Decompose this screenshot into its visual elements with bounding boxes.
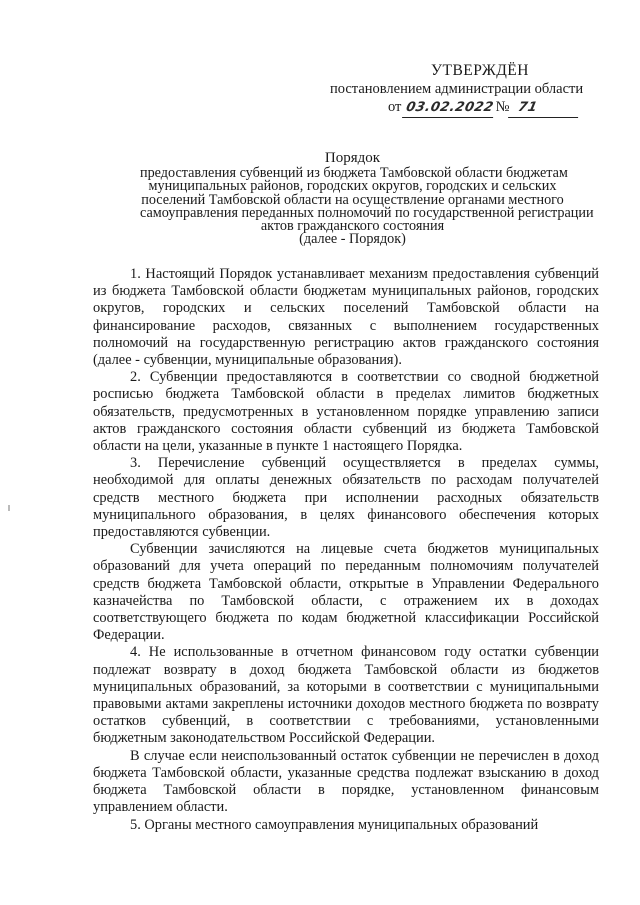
approval-stamp — [330, 62, 600, 118]
paragraph-3-subsidies: Субвенции зачисляются на лицевые счета бюджетов муниципальных образований для учета операций по переданным полномочиям получателей средств бюджета Тамбовской области, открытые в Управлении Федерального казначейства по Тамбовской области, с отражением их в доходах соответствующего бюджета по кодам бюджетной классификации Российской Федерации. — [93, 541, 599, 644]
scan-edge-mark — [8, 505, 10, 511]
header-line: самоуправления переданных полномочий по государственной регистрации — [140, 204, 594, 221]
date-prefix: от — [388, 99, 402, 115]
header-line: муниципальных районов, городских округов, городских и сельских — [148, 178, 557, 195]
paragraph-3: 3. Перечисление субвенций осуществляется в пределах суммы, необходимой для оплаты денежных обязательств по расходам получателей средств местного бюджета при исполнении расходных обязательств муниципального образования, в целях финансового обеспечения которых предоставляются субвенции. — [93, 455, 599, 541]
approval-decree: постановлением администрации области — [330, 81, 584, 97]
document-body — [93, 266, 599, 834]
approval-dateline — [388, 98, 600, 118]
paragraph-4: 4. Не использованные в отчетном финансовом году остатки субвенции подлежат возврату в доход бюджета Тамбовской области из бюджетов муниципальных образований, за которыми в соответствии с муниципальными правовыми актами закреплены источники доходов местного бюджета по возврату остатков субвенций, в соответствии с требованиями, установленными бюджетным законодательством Российской Федерации. — [93, 644, 599, 747]
header-line: поселений Тамбовской области на осуществление органами местного — [141, 191, 564, 208]
handwritten-number: 71 — [507, 99, 581, 118]
header-line: актов гражданского состояния — [260, 218, 445, 235]
handwritten-date: 03.02.2022 — [402, 99, 497, 118]
document-header — [140, 150, 594, 248]
paragraph-4-recovery: В случае если неиспользованный остаток субвенции не перечислен в доход бюджета Тамбовской области, указанные средства подлежат взысканию в доход бюджета Тамбовской области в порядке, установленном финансовым управлением области. — [93, 747, 599, 816]
number-prefix: № — [495, 99, 510, 115]
header-line: (далее - Порядок) — [299, 231, 406, 248]
paragraph-5: 5. Органы местного самоуправления муниципальных образований — [130, 816, 539, 833]
document-title: Порядок — [324, 150, 381, 166]
paragraph-2: 2. Субвенции предоставляются в соответствии со сводной бюджетной росписью бюджета Тамбовской области в пределах лимитов бюджетных обязательств, предусмотренных в установленном порядке управлению записи актов гражданского состояния области субвенций из бюджета Тамбовской области на цели, указанные в пункте 1 настоящего Порядка. — [93, 369, 599, 455]
header-line: предоставления субвенций из бюджета Тамбовской области бюджетам — [140, 165, 568, 181]
approval-title: УТВЕРЖДЁН — [431, 62, 529, 79]
paragraph-1: 1. Настоящий Порядок устанавливает механизм предоставления субвенций из бюджета Тамбовской области бюджетам муниципальных районов, городских округов, городских и сельских поселений Тамбовской области на финансирование расходов, связанных с выполнением государственных полномочий на государственную регистрацию актов гражданского состояния (далее - субвенции, муниципальные образования). — [93, 266, 599, 369]
